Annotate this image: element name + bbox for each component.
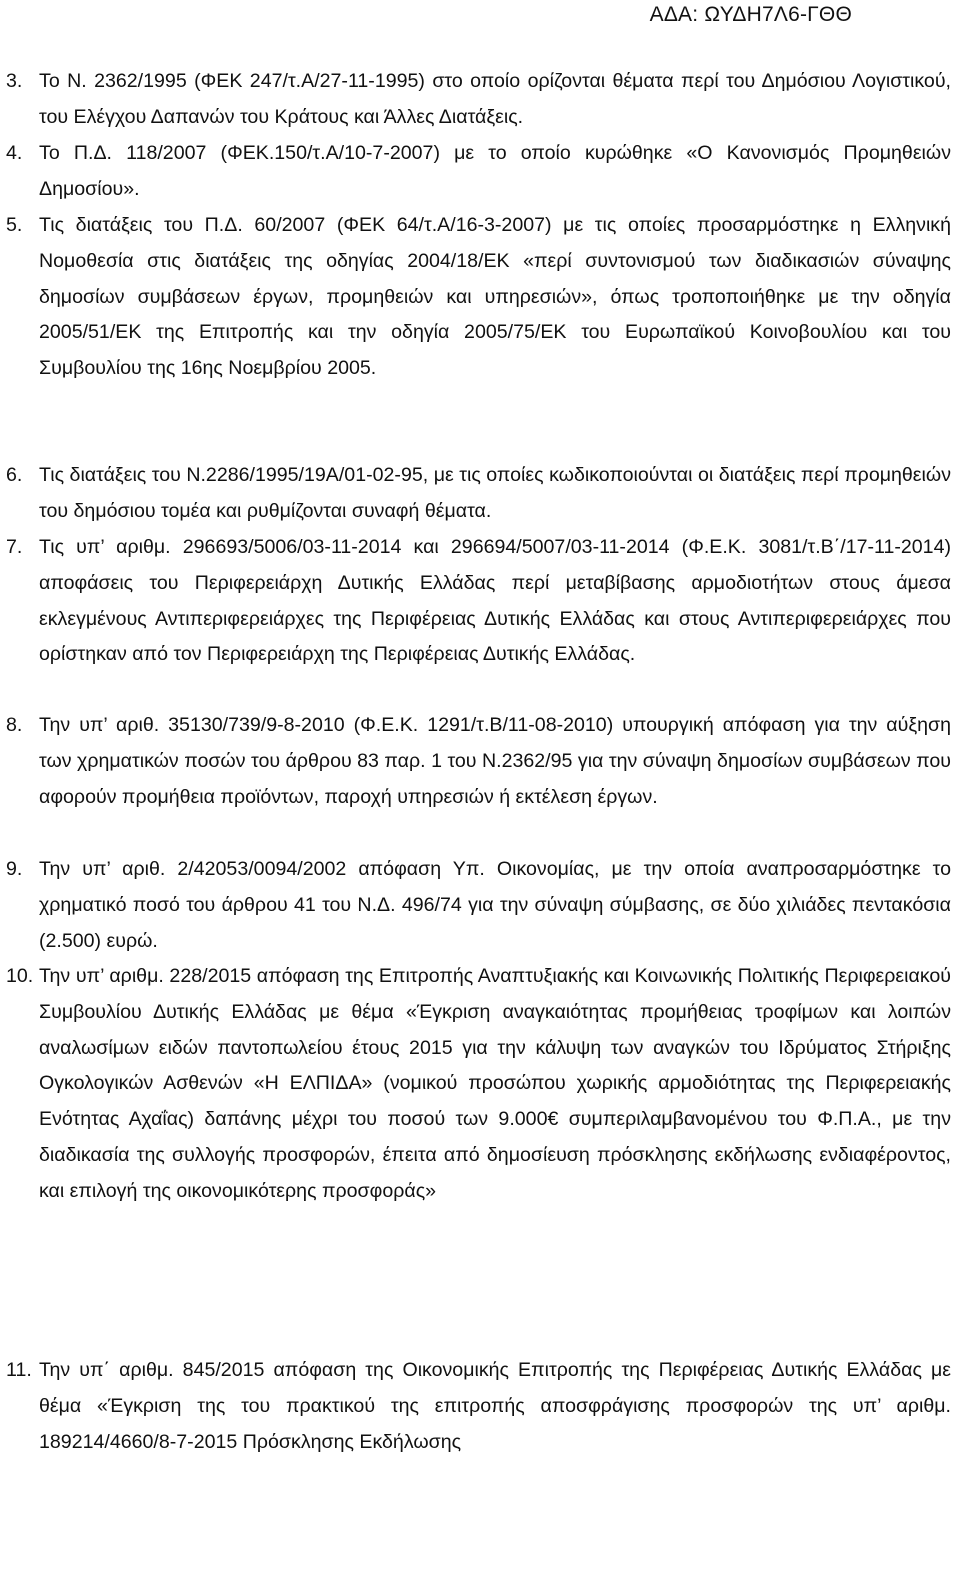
list-item: [0, 1353, 960, 1463]
item-text: Τις υπ’ αριθμ. 296693/5006/03-11-2014 και 296694/5007/03-11-2014 (Φ.Ε.Κ. 3081/τ.Β΄/17-11-2014) αποφάσεις του Περιφερειάρχη Δυτικής Ελλάδας περί μεταβίβασης αρμοδιοτήτων στους άμεσα εκλεγμένους Αντιπεριφερειάρχες της Περιφέρειας Δυτικής Ελλάδας και στους Αντιπεριφερειάρχες που ορίστηκαν από τον Περιφερειάρχη της Περιφέρειας Δυτικής Ελλάδας.: [39, 536, 951, 666]
item-number: 5.: [6, 214, 23, 236]
item-text: Το Π.Δ. 118/2007 (ΦΕΚ.150/τ.Α/10-7-2007) με το οποίο κυρώθηκε «Ο Κανονισμός Προμηθειών Δημοσίου».: [39, 142, 951, 200]
list-item: [0, 852, 960, 959]
legal-basis-list: [0, 64, 960, 1463]
item-text: Τις διατάξεις του Π.Δ. 60/2007 (ΦΕΚ 64/τ.Α/16-3-2007) με τις οποίες προσαρμόστηκε η Ελληνική Νομοθεσία στις διατάξεις της οδηγίας 2004/18/ΕΚ «περί συντονισμού των διαδικασιών σύναψης δημοσίων συμβάσεων έργων, προμηθειών και υπηρεσιών», όπως τροποποιήθηκε με την οδηγία 2005/51/ΕΚ της Επιτροπής και την οδηγία 2005/75/ΕΚ του Ευρωπαϊκού Κοινοβουλίου και του Συμβουλίου της 16ης Νοεμβρίου 2005.: [39, 214, 951, 380]
list-item: [0, 959, 960, 1353]
item-number: 11.: [6, 1359, 32, 1381]
item-number: 6.: [6, 464, 23, 486]
item-text: Τις διατάξεις του Ν.2286/1995/19Α/01-02-95, με τις οποίες κωδικοποιούνται οι διατάξεις περί προμηθειών του δημόσιου τομέα και ρυθμίζονται συναφή θέματα.: [39, 464, 951, 522]
item-text: Την υπ’ αριθ. 35130/739/9-8-2010 (Φ.Ε.Κ. 1291/τ.Β/11-08-2010) υπουργική απόφαση για την αύξηση των χρηματικών ποσών του άρθρου 83 παρ. 1 του Ν.2362/95 για την σύναψη δημοσίων συμβάσεων που αφορούν προμήθεια προϊόντων, παροχή υπηρεσιών ή εκτέλεση έργων.: [39, 714, 951, 808]
item-text: Την υπ’ αριθ. 2/42053/0094/2002 απόφαση Υπ. Οικονομίας, με την οποία αναπροσαρμόστηκε το χρηματικό ποσό του άρθρου 41 του Ν.Δ. 496/74 για την σύναψη σύμβασης, σε δύο χιλιάδες πεντακόσια (2.500) ευρώ.: [39, 858, 951, 952]
item-text: Το Ν. 2362/1995 (ΦΕΚ 247/τ.Α/27-11-1995) στο οποίο ορίζονται θέματα περί του Δημόσιου Λογιστικού, του Ελέγχου Δαπανών του Κράτους και Άλλες Διατάξεις.: [39, 70, 951, 128]
item-text: Την υπ’ αριθμ. 228/2015 απόφαση της Επιτροπής Αναπτυξιακής και Κοινωνικής Πολιτικής Περιφερειακού Συμβουλίου Δυτικής Ελλάδας με θέμα «Έγκριση αναγκαιότητας προμήθειας τροφίμων και λοιπών αναλωσίμων ειδών παντοπωλείου έτους 2015 για την κάλυψη των αναγκών του Ιδρύματος Στήριξης Ογκολογικών Ασθενών «Η ΕΛΠΙΔΑ» (νομικού προσώπου χωρικής αρμοδιότητας της Περιφερειακής Ενότητας Αχαΐας) δαπάνης μέχρι του ποσού των 9.000€ συμπεριλαμβανομένου του Φ.Π.Α., με την διαδικασία της συλλογής προσφορών, έπειτα από δημοσίευση πρόσκλησης εκδήλωσης ενδιαφέροντος, και επιλογή της οικονομικότερης προσφοράς»: [39, 965, 951, 1202]
list-item: [0, 458, 960, 530]
item-number: 7.: [6, 536, 23, 558]
list-item: [0, 64, 960, 136]
item-number: 9.: [6, 858, 23, 880]
item-number: 10.: [6, 965, 34, 987]
document-code: ΑΔΑ: ΩΥΔΗ7Λ6-ΓΘΘ: [649, 3, 852, 26]
list-item: [0, 708, 960, 852]
item-number: 4.: [6, 142, 23, 164]
list-item: [0, 208, 960, 458]
item-number: 3.: [6, 70, 23, 92]
list-item: [0, 136, 960, 208]
item-number: 8.: [6, 714, 23, 736]
list-item: [0, 530, 960, 708]
item-text: Την υπ΄ αριθμ. 845/2015 απόφαση της Οικονομικής Επιτροπής της Περιφέρειας Δυτικής Ελλάδας με θέμα «Έγκριση της του πρακτικού της επιτροπής αποσφράγισης προσφορών της υπ’ αριθμ. 189214/4660/8-7-2015 Πρόσκλησης Εκδήλωσης: [39, 1359, 951, 1453]
